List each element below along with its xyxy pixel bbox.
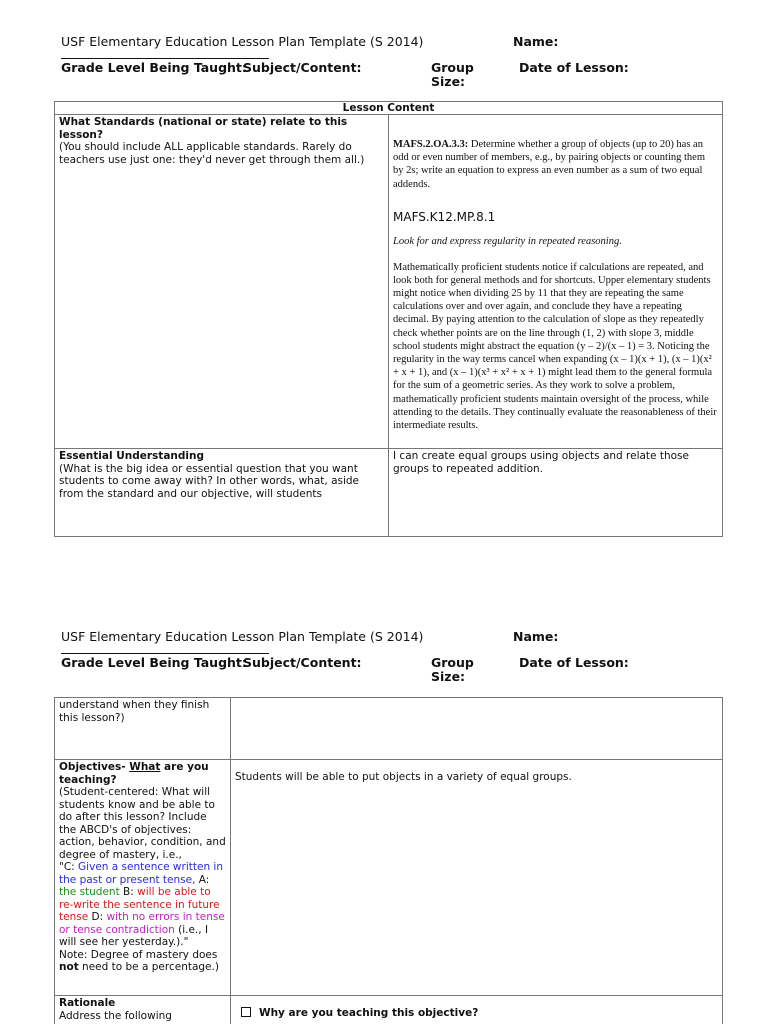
group-size-label xyxy=(431,61,474,89)
objectives-note: (Student-centered: What will students know and be able to do after this lesson? Include the ABCD's of objectives: action, behavior, condition, and degree of mastery, i.e., xyxy=(59,786,226,861)
name-label: Name: xyxy=(513,34,559,49)
rationale-content-cell xyxy=(231,996,723,1024)
name-underline-p2 xyxy=(61,653,269,654)
subject-label: Subject/Content: xyxy=(243,60,362,75)
standard-1-text: Determine whether a group of objects (up to 20) has an odd or even number of members, e.g., by pairing objects or counting them by 2s; write an equation to express an even number as a sum of two equal addends. xyxy=(393,139,706,190)
essential-label: Essential Understanding xyxy=(59,450,204,462)
template-title-p2: USF Elementary Education Lesson Plan Template (S 2014) xyxy=(61,629,424,644)
grade-level-label-p2: Grade Level Being Taught: xyxy=(61,655,247,670)
template-title: USF Elementary Education Lesson Plan Template (S 2014) xyxy=(61,34,424,49)
standard-1-code: MAFS.2.OA.3.3: xyxy=(393,139,469,150)
date-of-lesson-label-p2: Date of Lesson: xyxy=(519,655,629,670)
practice-standard-body: Mathematically proficient students notice if calculations are repeated, and look both for general methods and for shortcuts. Upper elementary students might notice when dividing 25 by 11 that they are repeating the same calculations over and over again, and conclude they have a repeating decimal. By paying attention to the calculation of slope as they repeatedly check whether points are on the line through (1, 2) with slope 3, middle school students might abstract the equation (y – 2)/(x – 1) = 3. Noticing the regularity in the way terms cancel when expanding (x – 1)(x + 1), (x – 1)(x² + x + 1), and (x – 1)(x³ + x² + x + 1) might lead them to the general formula for the sum of a geometric series. As they work to solve a problem, mathematically proficient students maintain oversight of the process, while attending to the details. They continually evaluate the reasonableness of their intermediate results. xyxy=(393,261,717,431)
objectives-content-cell xyxy=(231,760,723,996)
grade-level-label: Grade Level Being Taught: xyxy=(61,60,247,75)
essential-content: I can create equal groups using objects and relate those groups to repeated addition. xyxy=(393,450,689,475)
objectives-label: Objectives- What are you teaching? xyxy=(59,761,209,786)
essential-label-cell xyxy=(55,449,389,537)
group-label-line2: Size: xyxy=(431,74,466,89)
standards-label: What Standards (national or state) relate to this lesson? xyxy=(59,116,348,141)
group-label-line1-p2: Group xyxy=(431,655,474,670)
essential-note: (What is the big idea or essential question that you want students to come away with? In other words, what, aside from the standard and our objective, will students xyxy=(59,462,360,500)
practice-standard-title: Look for and express regularity in repeated reasoning. xyxy=(393,236,622,248)
subject-label-p2: Subject/Content: xyxy=(243,655,362,670)
lesson-plan-table-continued xyxy=(54,697,723,1024)
standards-note: (You should include ALL applicable standards. Rarely do teachers use just one: they'd never get through them all.) xyxy=(59,141,365,166)
page-two xyxy=(0,595,768,1024)
mastery-note: Note: Degree of mastery does not need to be a percentage.) xyxy=(59,948,219,973)
continued-label-cell xyxy=(55,698,231,760)
continued-note: understand when they finish this lesson?) xyxy=(59,699,210,724)
rationale-question: Why are you teaching this objective? xyxy=(241,1007,718,1020)
continued-content-cell xyxy=(231,698,723,760)
name-underline xyxy=(61,58,269,59)
practice-standard-code: MAFS.K12.MP.8.1 xyxy=(393,209,496,224)
name-label-p2: Name: xyxy=(513,629,559,644)
rationale-label-cell xyxy=(55,996,231,1024)
standards-content-cell xyxy=(389,115,723,449)
rationale-label: Rationale xyxy=(59,997,116,1009)
essential-content-cell xyxy=(389,449,723,537)
objectives-example: "C: Given a sentence written in the past or present tense, A: the student B: will be able to re-write the sentence in future tense D: with no errors in tense or tense contradiction (i.e., I will see her yesterday.)." xyxy=(59,861,225,948)
standards-label-cell xyxy=(55,115,389,449)
group-label-line1: Group xyxy=(431,60,474,75)
rationale-note: Address the following xyxy=(59,1009,172,1022)
group-size-label-p2 xyxy=(431,656,474,684)
lesson-content-table xyxy=(54,101,723,537)
standard-1 xyxy=(393,138,718,191)
checkbox-icon[interactable] xyxy=(241,1007,251,1017)
objectives-label-cell xyxy=(55,760,231,996)
date-of-lesson-label: Date of Lesson: xyxy=(519,60,629,75)
section-title: Lesson Content xyxy=(55,102,723,115)
group-label-line2-p2: Size: xyxy=(431,669,466,684)
objectives-content: Students will be able to put objects in a variety of equal groups. xyxy=(235,771,572,783)
